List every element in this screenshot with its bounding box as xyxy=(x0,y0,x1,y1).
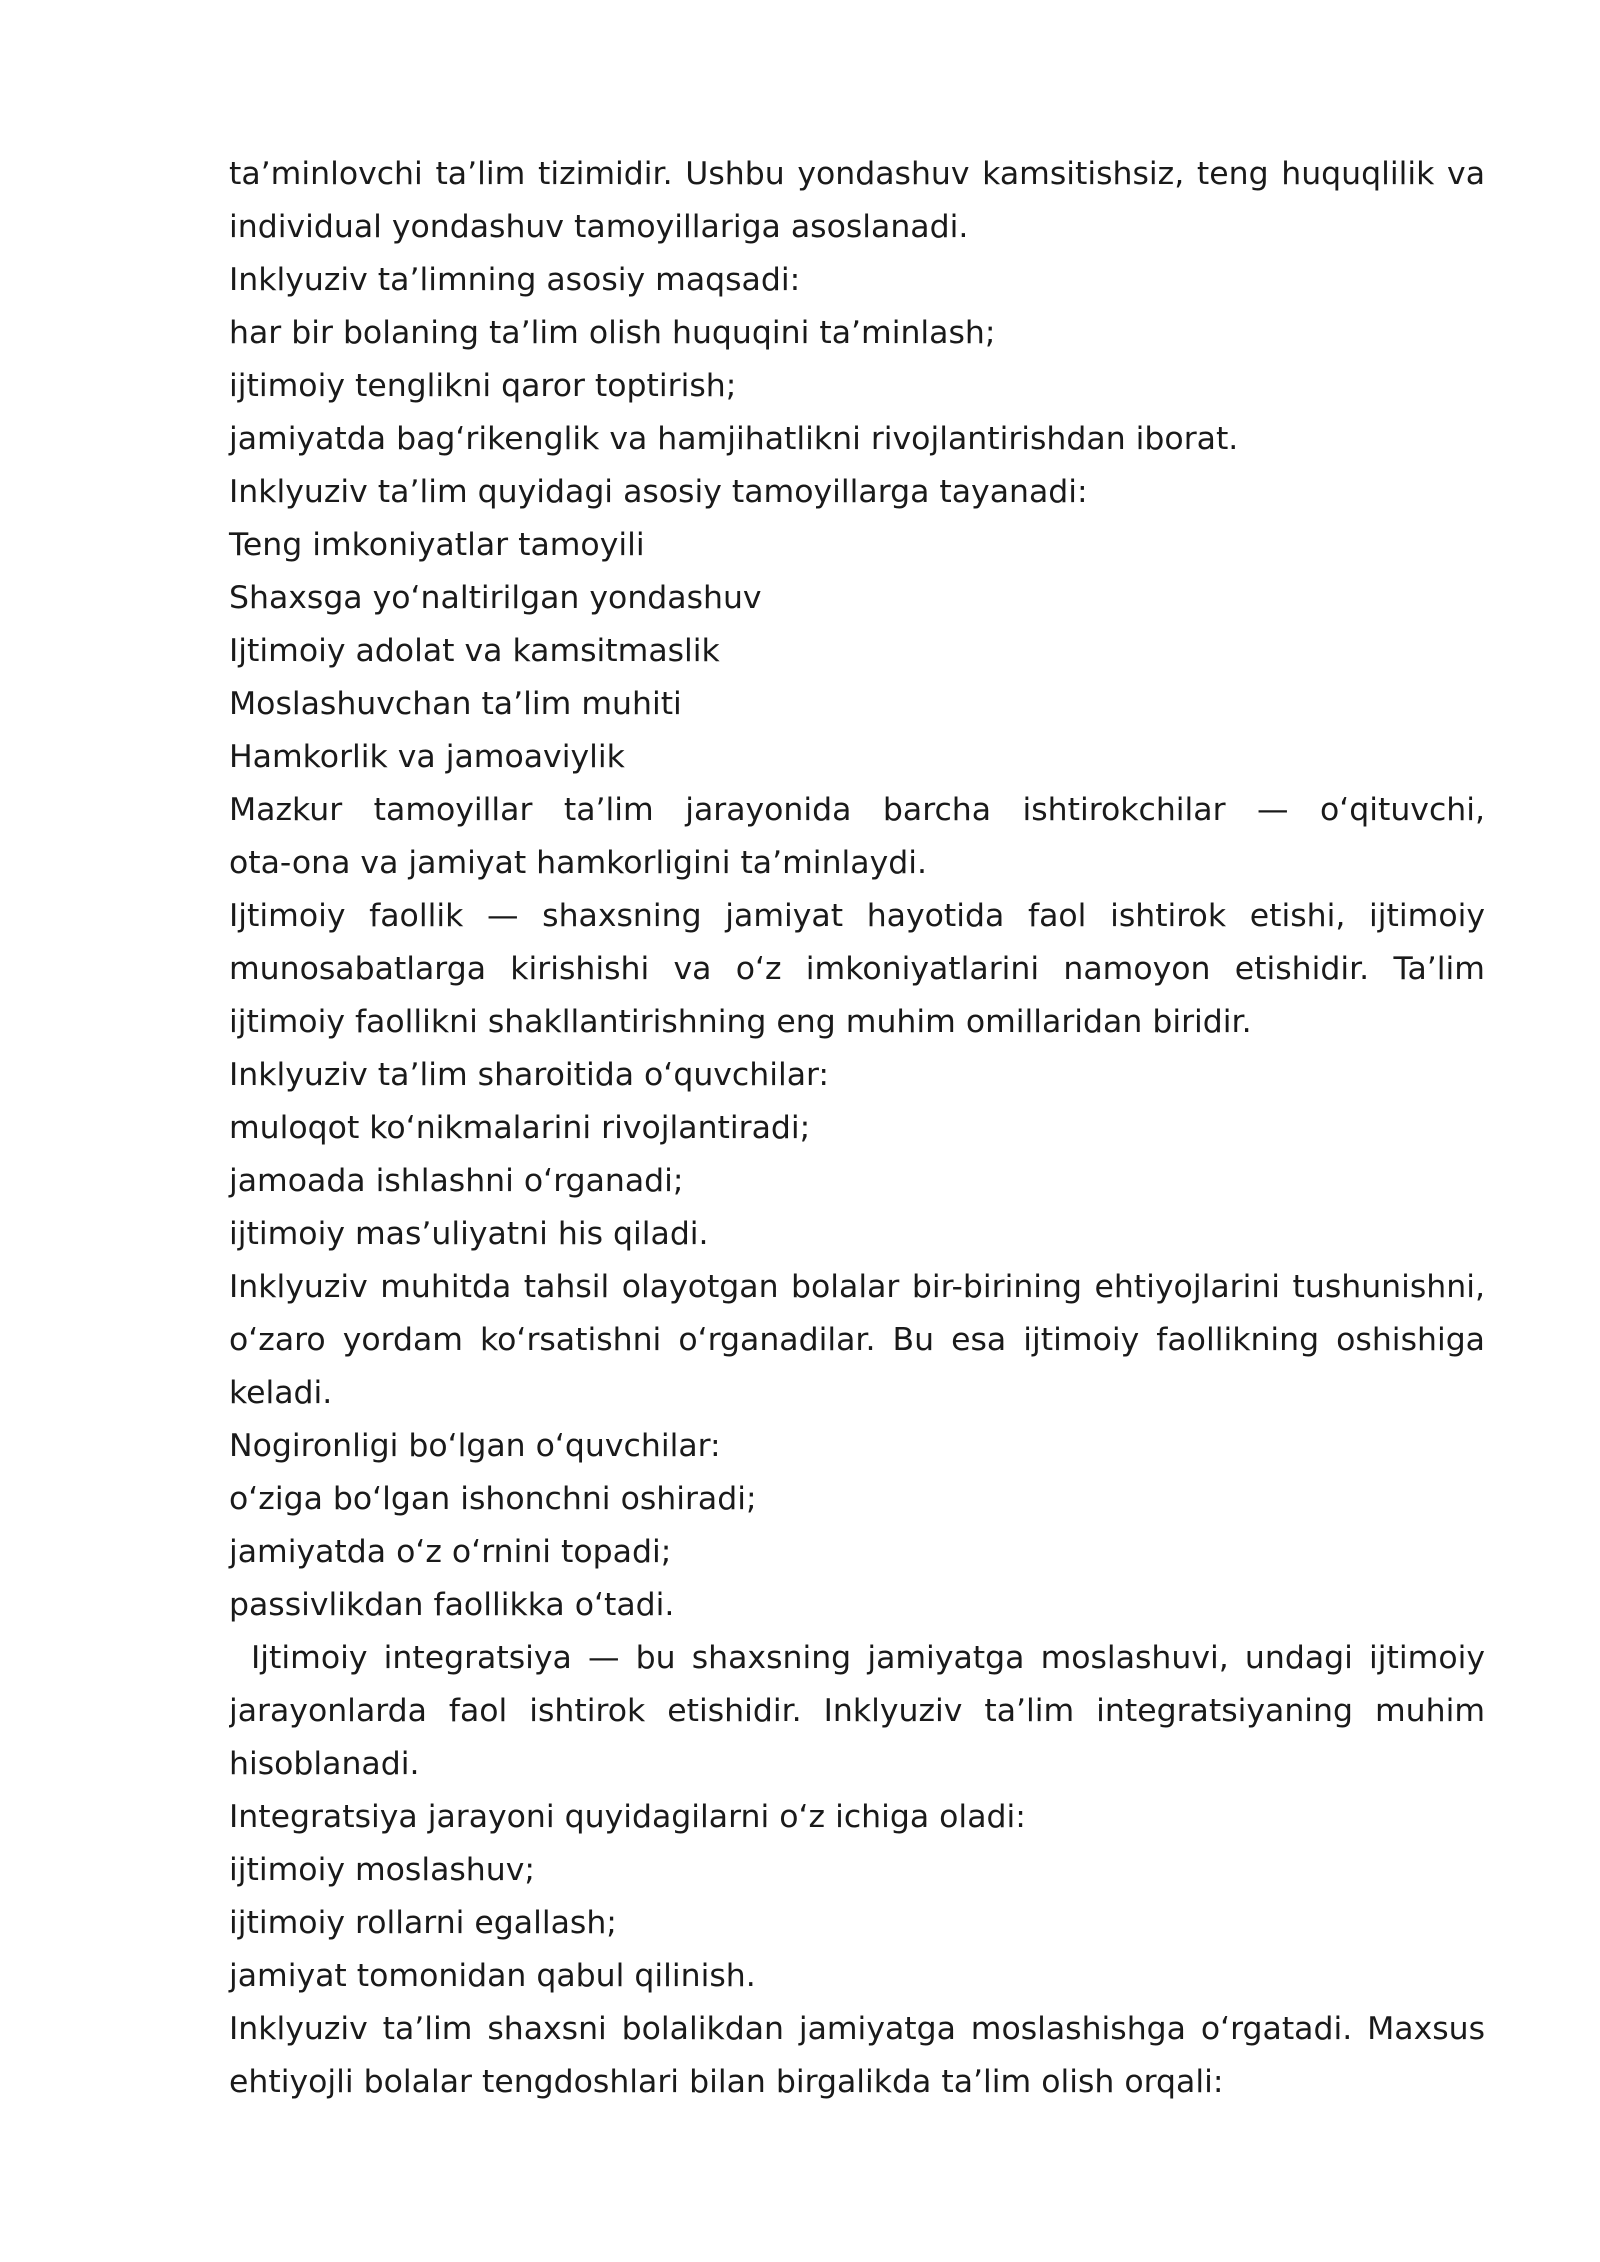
text-line: jamiyat tomonidan qabul qilinish. xyxy=(229,1958,756,1994)
text-line: ijtimoiy rollarni egallash; xyxy=(229,1905,617,1941)
text-line: Shaxsga yoʻnaltirilgan yondashuv xyxy=(229,580,762,616)
text-line: ijtimoiy faollikni shakllantirishning eng muhim omillaridan biridir. xyxy=(229,1004,1252,1040)
text-line: Mazkur tamoyillar ta’lim jarayonida barcha ishtirokchilar — oʻqituvchi, xyxy=(229,792,1485,828)
text-line: Inklyuziv ta’lim sharoitida oʻquvchilar: xyxy=(229,1057,830,1093)
text-line: jamoada ishlashni oʻrganadi; xyxy=(229,1163,684,1199)
text-line: jamiyatda oʻz oʻrnini topadi; xyxy=(229,1534,672,1570)
text-line: Ijtimoiy adolat va kamsitmaslik xyxy=(229,633,720,669)
text-line: ehtiyojli bolalar tengdoshlari bilan birgalikda ta’lim olish orqali: xyxy=(229,2064,1224,2100)
text-line: Ijtimoiy integratsiya — bu shaxsning jamiyatga moslashuvi, undagi ijtimoiy xyxy=(251,1640,1485,1676)
text-line: Ijtimoiy faollik — shaxsning jamiyat hayotida faol ishtirok etishi, ijtimoiy xyxy=(229,898,1485,934)
text-line: passivlikdan faollikka oʻtadi. xyxy=(229,1587,675,1623)
text-line: Inklyuziv ta’lim quyidagi asosiy tamoyillarga tayanadi: xyxy=(229,474,1088,510)
text-line: jamiyatda bagʻrikenglik va hamjihatlikni rivojlantirishdan iborat. xyxy=(229,421,1239,457)
text-line: oʻzaro yordam koʻrsatishni oʻrganadilar. Bu esa ijtimoiy faollikning oshishiga xyxy=(229,1322,1485,1358)
text-line: ijtimoiy mas’uliyatni his qiladi. xyxy=(229,1216,709,1252)
text-line: muloqot koʻnikmalarini rivojlantiradi; xyxy=(229,1110,811,1146)
text-line: ijtimoiy moslashuv; xyxy=(229,1852,535,1888)
text-line: ta’minlovchi ta’lim tizimidir. Ushbu yondashuv kamsitishsiz, teng huquqlilik va xyxy=(229,156,1485,192)
body-text xyxy=(229,148,1485,2109)
text-line: individual yondashuv tamoyillariga asoslanadi. xyxy=(229,209,969,245)
text-line: Inklyuziv ta’lim shaxsni bolalikdan jamiyatga moslashishga oʻrgatadi. Maxsus xyxy=(229,2011,1485,2047)
text-line: Hamkorlik va jamoaviylik xyxy=(229,739,625,775)
text-line: Integratsiya jarayoni quyidagilarni oʻz ichiga oladi: xyxy=(229,1799,1026,1835)
text-line: hisoblanadi. xyxy=(229,1746,420,1782)
text-line: Inklyuziv ta’limning asosiy maqsadi: xyxy=(229,262,801,298)
text-line: Teng imkoniyatlar tamoyili xyxy=(229,527,645,563)
text-line: Moslashuvchan ta’lim muhiti xyxy=(229,686,682,722)
text-line: Inklyuziv muhitda tahsil olayotgan bolalar bir-birining ehtiyojlarini tushunishni, xyxy=(229,1269,1485,1305)
text-line: jarayonlarda faol ishtirok etishidir. Inklyuziv ta’lim integratsiyaning muhim xyxy=(229,1693,1485,1729)
text-line: ota-ona va jamiyat hamkorligini ta’minlaydi. xyxy=(229,845,927,881)
text-line: keladi. xyxy=(229,1375,333,1411)
text-line: ijtimoiy tenglikni qaror toptirish; xyxy=(229,368,737,404)
text-line: oʻziga boʻlgan ishonchni oshiradi; xyxy=(229,1481,757,1517)
text-line: munosabatlarga kirishishi va oʻz imkoniyatlarini namoyon etishidir. Ta’lim xyxy=(229,951,1485,987)
text-line: har bir bolaning ta’lim olish huquqini ta’minlash; xyxy=(229,315,996,351)
text-line: Nogironligi boʻlgan oʻquvchilar: xyxy=(229,1428,721,1464)
